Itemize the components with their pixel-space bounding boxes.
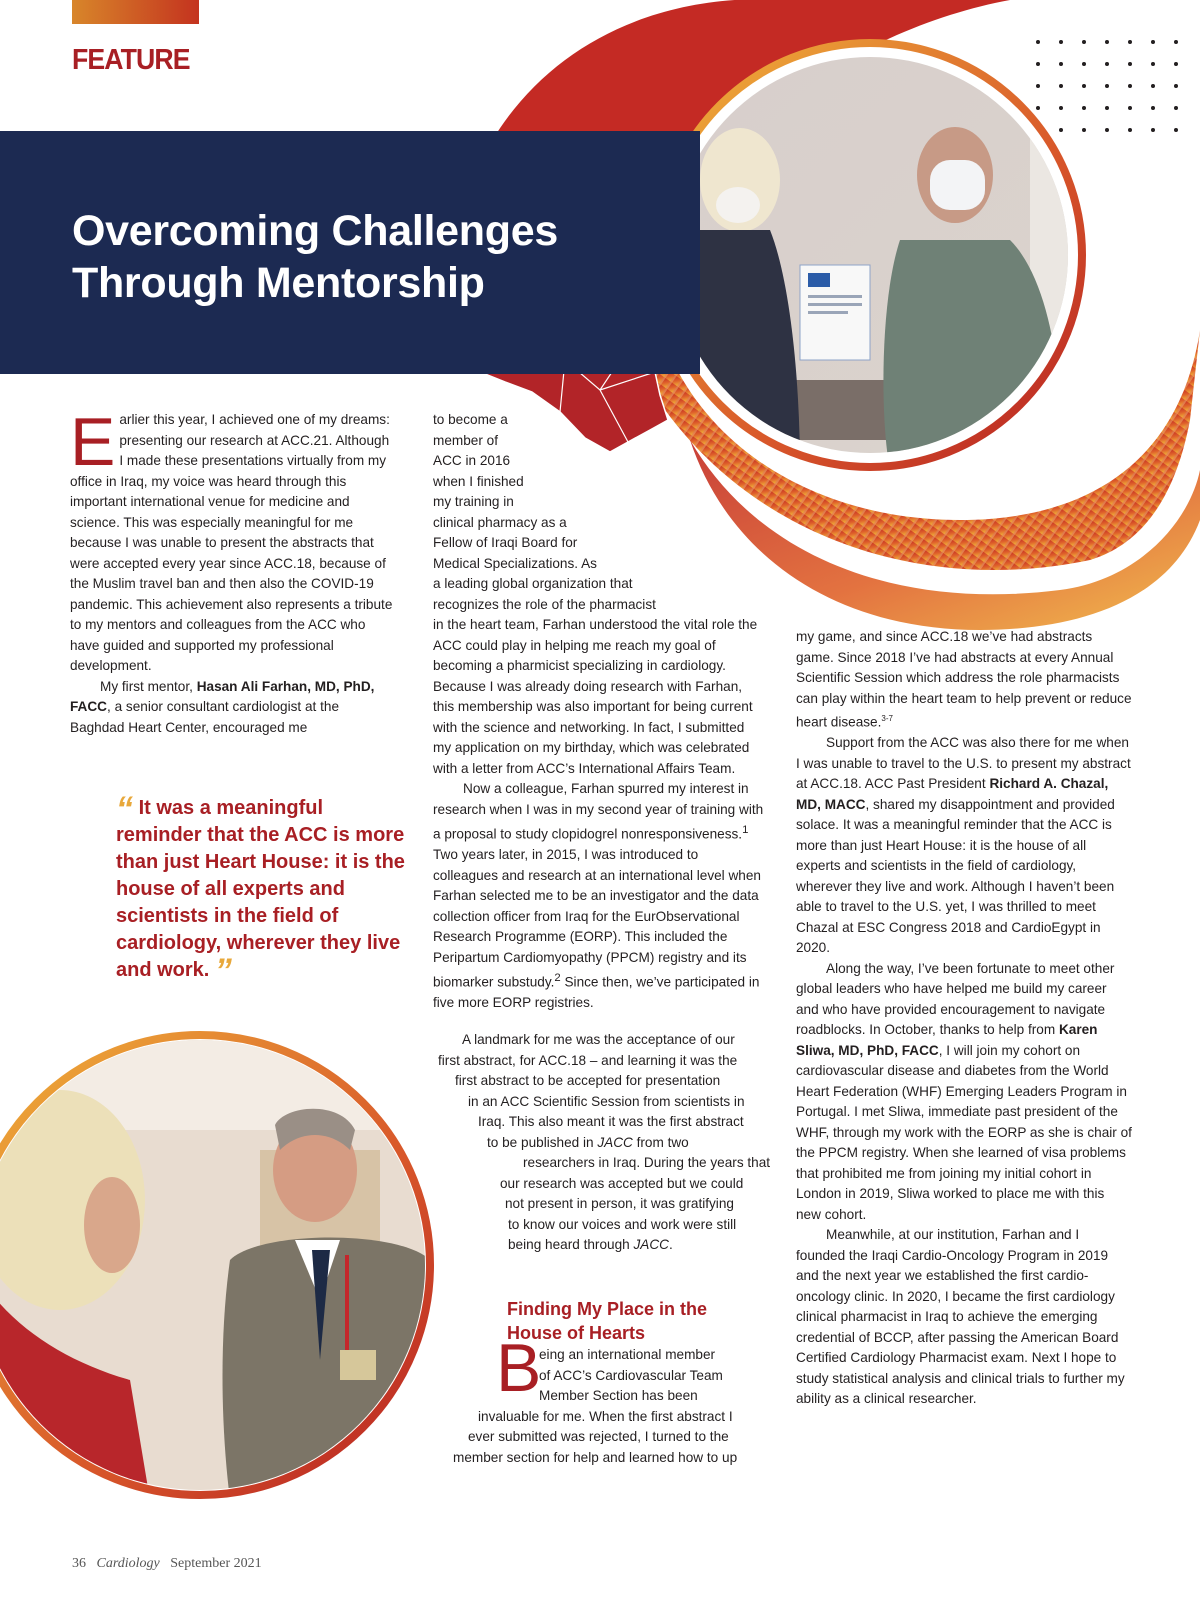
pattern-dot bbox=[1174, 84, 1178, 88]
mentor-name: Karen Sliwa, MD, PhD, FACC bbox=[796, 1022, 1098, 1058]
pull-quote-text: It was a meaningful reminder that the ACC is more than just Heart House: it is the house of all experts and scientists in the field of cardiology, wherever they live and work. bbox=[116, 797, 405, 981]
pattern-dot bbox=[1082, 106, 1086, 110]
paragraph: Support from the ACC was also there for me when I was unable to travel to the U.S. to present my abstract at ACC.18. ACC Past President Richard A. Chazal, MD, MACC, shared my disappointment and provided solace. It was a meaningful reminder that the ACC is more than just Heart House: it is the house of all experts and scientists in the field of cardiology, wherever they live and work. Although I haven’t been able to travel to the U.S. yet, I was thrilled to meet Chazal at ESC Congress 2018 and CardioEgypt in 2020. bbox=[796, 735, 1131, 956]
pattern-dot bbox=[1036, 40, 1040, 44]
pattern-dot bbox=[1105, 128, 1109, 132]
magazine-name: Cardiology bbox=[96, 1556, 160, 1571]
pull-quote bbox=[116, 790, 406, 990]
pattern-dot bbox=[1128, 40, 1132, 44]
open-quote-icon: “ bbox=[116, 790, 133, 828]
pattern-dot bbox=[1036, 106, 1040, 110]
pattern-dot bbox=[1105, 40, 1109, 44]
issue-date: September 2021 bbox=[170, 1556, 262, 1571]
pattern-dot bbox=[1151, 62, 1155, 66]
paragraph: My first mentor, Hasan Ali Farhan, MD, PhD, FACC, a senior consultant cardiologist at the Baghdad Heart Center, encouraged me bbox=[70, 678, 375, 735]
pattern-dot bbox=[1128, 106, 1132, 110]
pattern-dot bbox=[1036, 84, 1040, 88]
paragraph: Along the way, I’ve been fortunate to meet other global leaders who have helped me build my career and who have provided encouragement to navigate roadblocks. In October, thanks to help from Karen Sliwa, MD, PhD, FACC, I will join my cohort on cardiovascular disease and diabetes from the World Heart Federation (WHF) Emerging Leaders Program in Portugal. I met Sliwa, immediate past president of the WHF, through my work with the EORP as she is chair of the PPCM registry. When she learned of visa problems that prohibited me from joining my initial cohort in London in 2019, Sliwa worked to place me with this new cohort. bbox=[796, 960, 1132, 1222]
pattern-dot bbox=[1105, 62, 1109, 66]
drop-cap: B bbox=[496, 1330, 542, 1406]
pattern-dot bbox=[1174, 40, 1178, 44]
pattern-dot bbox=[1174, 62, 1178, 66]
column-3 bbox=[796, 627, 1132, 1410]
pattern-dot bbox=[1151, 106, 1155, 110]
pattern-dot bbox=[1128, 84, 1132, 88]
pattern-dot bbox=[1059, 62, 1063, 66]
pattern-dot bbox=[1151, 84, 1155, 88]
paragraph: my game, and since ACC.18 we’ve had abstracts game. Since 2018 I’ve had abstracts at every Annual Scientific Session which address the role pharmacists can play within the heart team to help prevent or reduce heart disease.$^{3-7}$ bbox=[796, 629, 1132, 730]
paragraph: Now a colleague, Farhan spurred my interest in research when I was in my second year of training with a proposal to study clopidogrel nonresponsiveness.$^1$ Two years later, in 2015, I was introduced to colleagues and research at an international level when Farhan selected me to be an investigator and the data collection officer from Iraq for the EurObservational Research Programme (EORP). This included the Peripartum Cardiomyopathy (PPCM) registry and its biomarker substudy.$^2$ Since then, we’ve participated in five more EORP registries. bbox=[433, 781, 764, 1011]
pattern-dot bbox=[1082, 40, 1086, 44]
close-quote-icon: ” bbox=[214, 952, 232, 990]
column-2-curved-paragraph: A landmark for me was the acceptance of our first abstract, for ACC.18 – and learning it was the first abstract to be accepted for presentation in an ACC Scientific Session from scientists in Iraq. This also meant it was the first abstract to be published in JACC from two researchers in Iraq. During the years that our research was accepted but we could not present in person, it was gratifying to know our voices and work were still being heard through JACC. bbox=[438, 1032, 771, 1252]
column-1 bbox=[70, 404, 395, 738]
pattern-dot bbox=[1174, 106, 1178, 110]
column-2 bbox=[433, 410, 765, 1014]
page-number: 36 bbox=[72, 1556, 86, 1571]
pattern-dot bbox=[1082, 84, 1086, 88]
pattern-dot bbox=[1151, 40, 1155, 44]
pattern-dot bbox=[1128, 128, 1132, 132]
paragraph: in the heart team, Farhan understood the vital role the ACC could play in helping me reach my goal of becoming a pharmicist specializing in cardiology. Because I was already doing research with Farhan, this membership was also important for being current with the science and networking. In fact, I submitted my application on my birthday, which was celebrated with a letter from ACC’s International Affairs Team. bbox=[433, 617, 758, 776]
page-footer bbox=[72, 1556, 262, 1572]
paragraph-top-lines: to become a member of ACC in 2016 when I finished my training in clinical pharmacy as a Fellow of Iraqi Board for Medical Specializations. As a leading global organization that recognizes the role of the pharmacist bbox=[433, 412, 656, 612]
pattern-dot bbox=[1105, 84, 1109, 88]
section-label: FEATURE bbox=[72, 44, 190, 76]
top-color-bar bbox=[72, 0, 199, 24]
drop-cap: E bbox=[70, 404, 116, 480]
article-title bbox=[72, 205, 632, 309]
pattern-dot bbox=[1082, 62, 1086, 66]
pattern-dot bbox=[1174, 128, 1178, 132]
pattern-dot bbox=[1082, 128, 1086, 132]
paragraph: Meanwhile, at our institution, Farhan and I founded the Iraqi Cardio-Oncology Program in 2019 and the next year we established the first cardio-oncology clinic. In 2020, I became the first cardiology clinical pharmacist in Iraq to achieve the emerging credential of BCCP, after passing the American Board Certified Cardiology Pharmacist exam. Next I hope to study statistical analysis and clinical trials to further my ability as a clinical researcher. bbox=[796, 1227, 1125, 1407]
mentor-name: Hasan Ali Farhan, MD, PhD, FACC bbox=[70, 678, 375, 714]
dot-grid-pattern bbox=[1036, 40, 1178, 132]
pattern-dot bbox=[1151, 128, 1155, 132]
pattern-dot bbox=[1128, 62, 1132, 66]
pattern-dot bbox=[1059, 106, 1063, 110]
column-2-bottom-paragraph: B eing an international member of ACC’s Cardiovascular Team Member Section has been invaluable for me. When the first abstract I ever submitted was rejected, I turned to the member section for help and learned how to up bbox=[453, 1330, 738, 1465]
pattern-dot bbox=[1059, 84, 1063, 88]
title-line-2: Through Mentorship bbox=[72, 259, 485, 307]
mentor-name: Richard A. Chazal, MD, MACC bbox=[796, 776, 1109, 812]
title-line-1: Overcoming Challenges bbox=[72, 207, 558, 255]
section-subhead: Finding My Place in the House of Hearts bbox=[507, 1299, 708, 1343]
pattern-dot bbox=[1036, 62, 1040, 66]
pattern-dot bbox=[1059, 128, 1063, 132]
pattern-dot bbox=[1059, 40, 1063, 44]
pattern-dot bbox=[1105, 106, 1109, 110]
paragraph: Earlier this year, I achieved one of my dreams: presenting our research at ACC.21. Although I made these presentations virtually from my office in Iraq, my voice was heard through this important international venue for medicine and science. This was especially meaningful for me because I was unable to present the abstracts that were accepted every year since ACC.18, because of the Muslim travel ban and then also the COVID-19 pandemic. This achievement also represents a tribute to my mentors and colleagues from the ACC who have guided and supported my professional development. bbox=[70, 404, 393, 673]
